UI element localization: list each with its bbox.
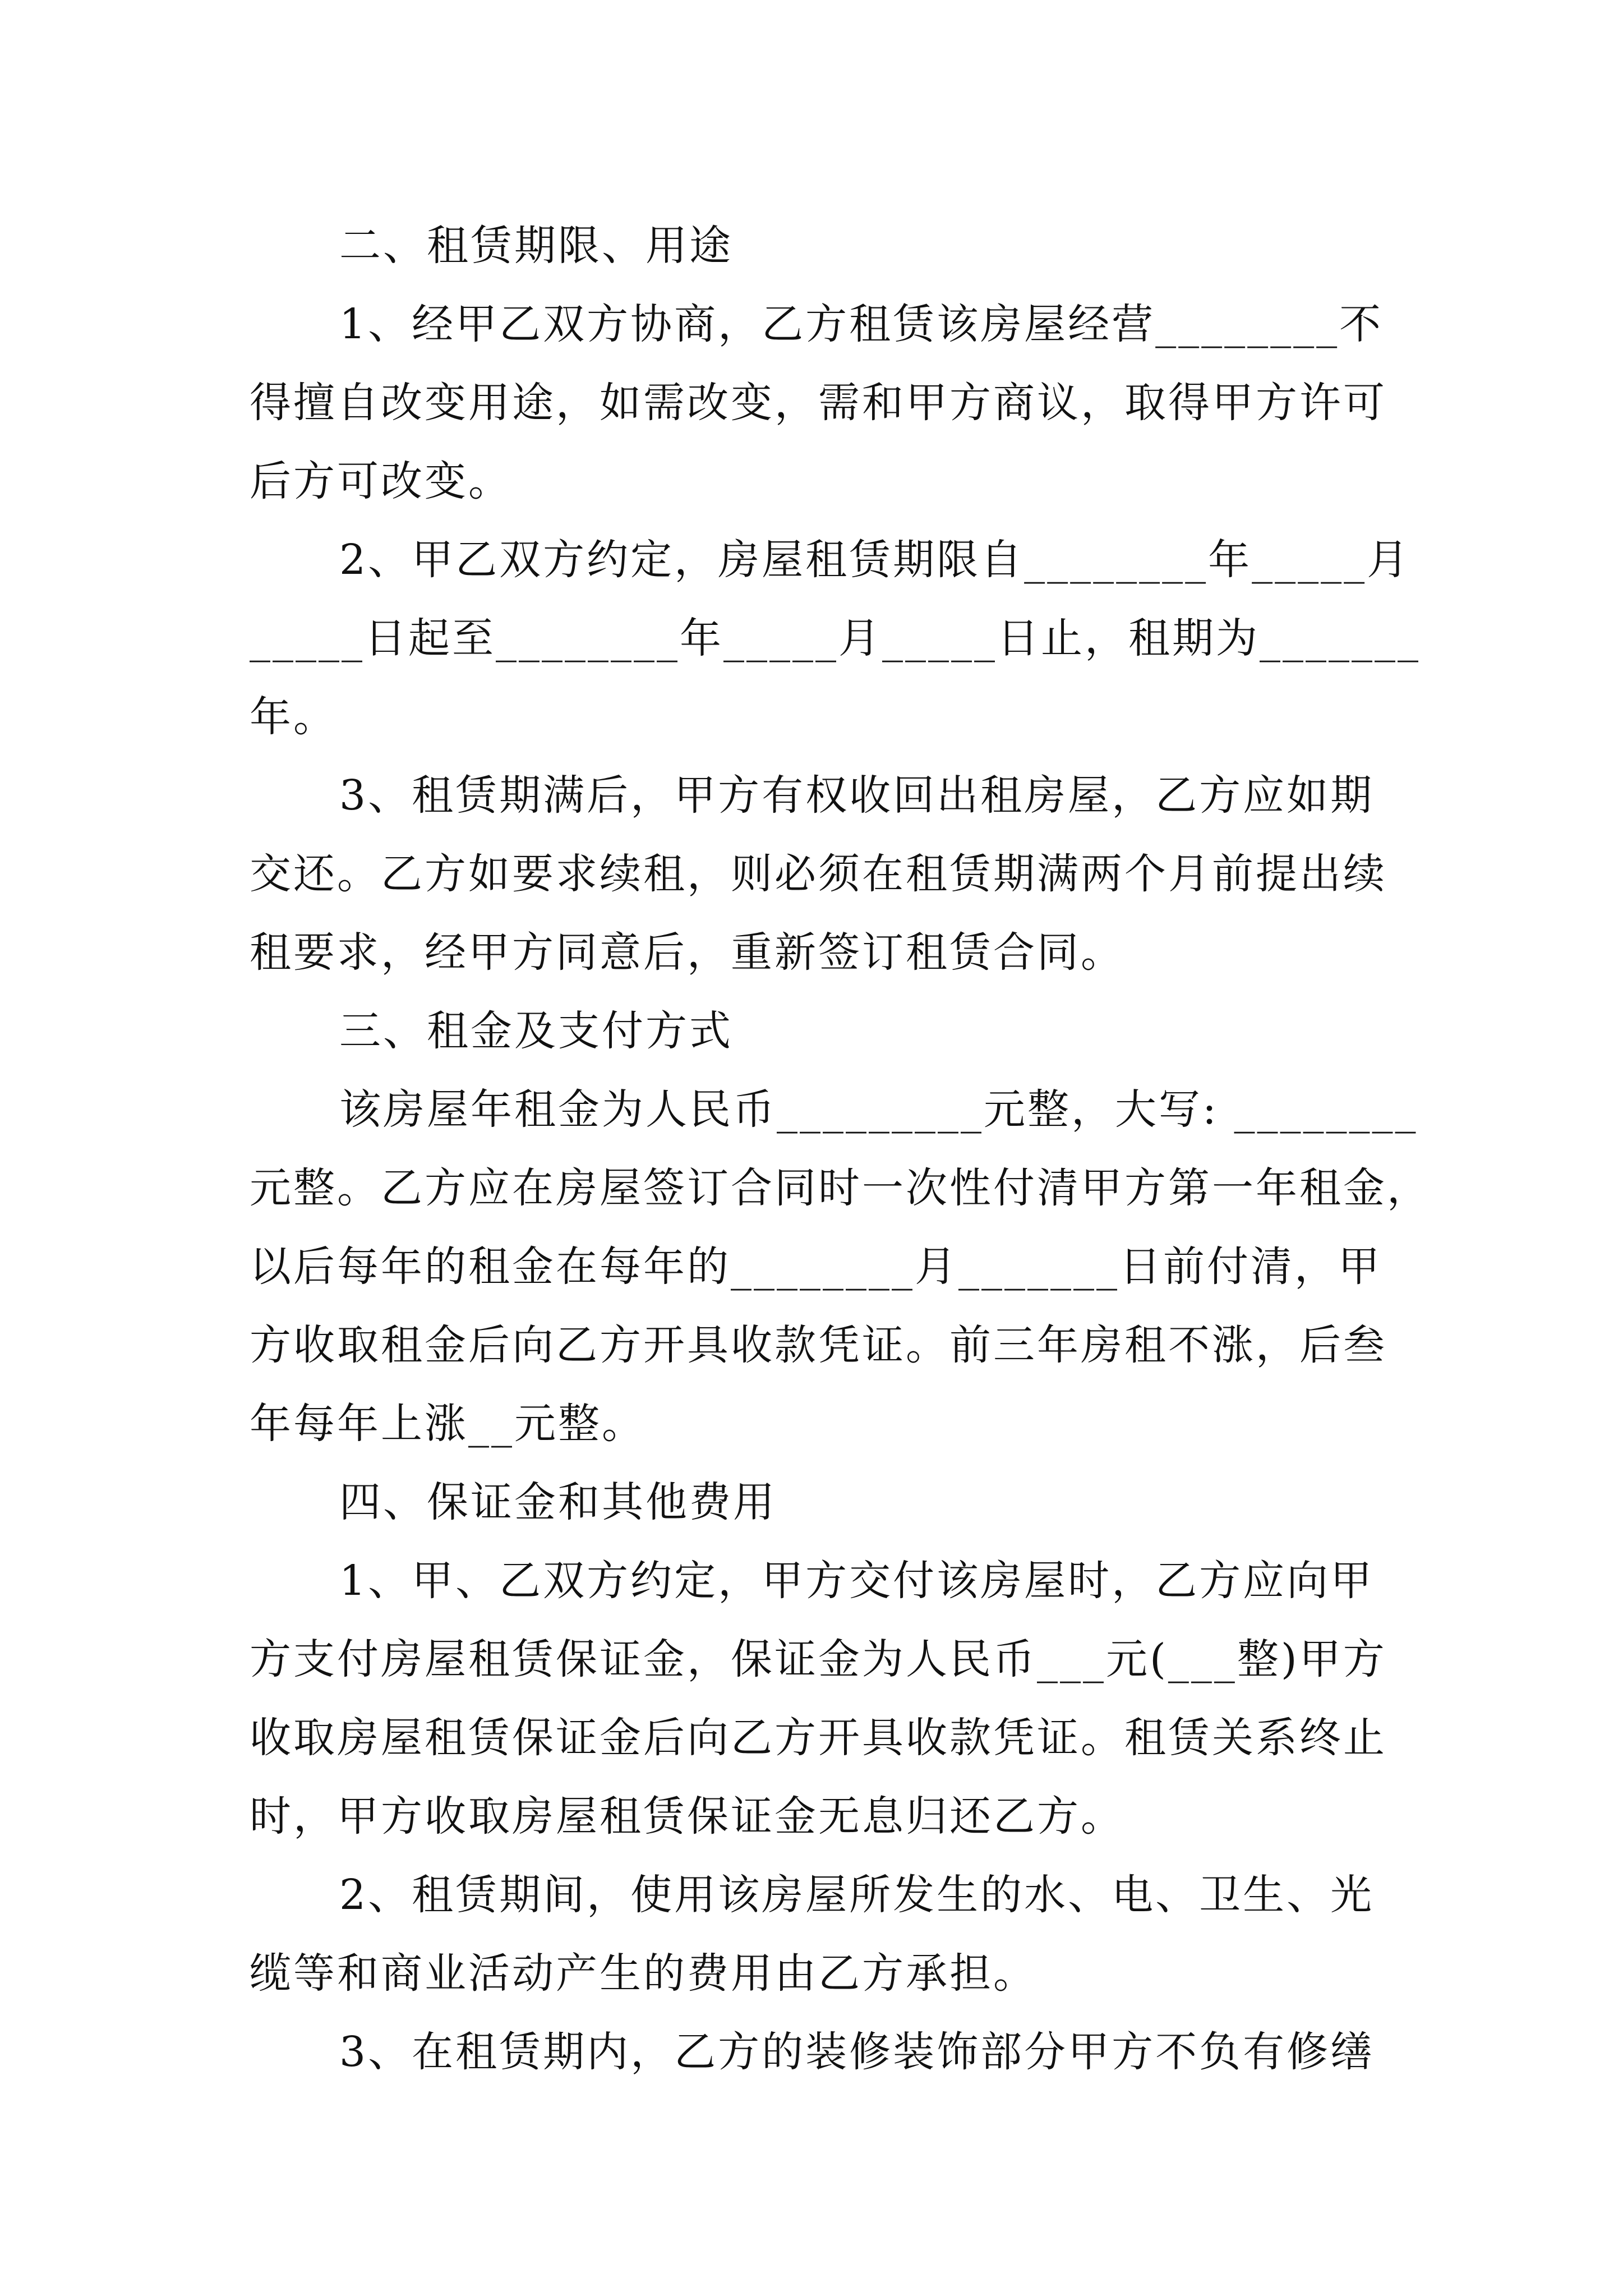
section-heading-2: 二、租赁期限、用途 [339,222,733,270]
section-heading-4: 四、保证金和其他费用 [339,1478,777,1526]
paragraph-line: 以后每年的租金在每年的________月_______日前付清，甲 [250,1243,1382,1291]
paragraph-line: 方收取租金后向乙方开具收款凭证。前三年房租不涨，后叁 [250,1321,1387,1369]
paragraph-line: 交还。乙方如要求续租，则必须在租赁期满两个月前提出续 [250,850,1387,898]
paragraph-line: 后方可改变。 [250,457,512,505]
paragraph-line: 2、甲乙双方约定，房屋租赁期限自________年_____月 [339,536,1411,584]
paragraph-line: 2、租赁期间，使用该房屋所发生的水、电、卫生、光 [339,1871,1375,1919]
paragraph-line: 得擅自改变用途，如需改变，需和甲方商议，取得甲方许可 [250,379,1387,427]
paragraph-line: 1、甲、乙双方约定，甲方交付该房屋时，乙方应向甲 [339,1557,1375,1605]
section-heading-3: 三、租金及支付方式 [339,1007,733,1055]
paragraph-line: 收取房屋租赁保证金后向乙方开具收款凭证。租赁关系终止 [250,1714,1387,1762]
paragraph-line: 元整。乙方应在房屋签订合同时一次性付清甲方第一年租金， [250,1164,1431,1212]
paragraph-line: 方支付房屋租赁保证金，保证金为人民币___元(___整)甲方 [250,1635,1387,1683]
paragraph-line: 3、租赁期满后，甲方有权收回出租房屋，乙方应如期 [339,771,1375,820]
paragraph-line: 租要求，经甲方同意后，重新签订租赁合同。 [250,928,1124,977]
paragraph-line: 1、经甲乙双方协商，乙方租赁该房屋经营________不 [339,300,1384,348]
paragraph-line: 该房屋年租金为人民币_________元整，大写: ________ [339,1085,1418,1134]
paragraph-line: 缆等和商业活动产生的费用由乙方承担。 [250,1949,1037,1998]
paragraph-line: 时，甲方收取房屋租赁保证金无息归还乙方。 [250,1792,1124,1841]
paragraph-line: 年每年上涨__元整。 [250,1400,645,1448]
paragraph-line: 3、在租赁期内，乙方的装修装饰部分甲方不负有修缮 [339,2028,1375,2076]
paragraph-line: 年。 [250,693,337,741]
paragraph-line: _____日起至________年_____月_____日止，租期为_______ [250,614,1421,662]
